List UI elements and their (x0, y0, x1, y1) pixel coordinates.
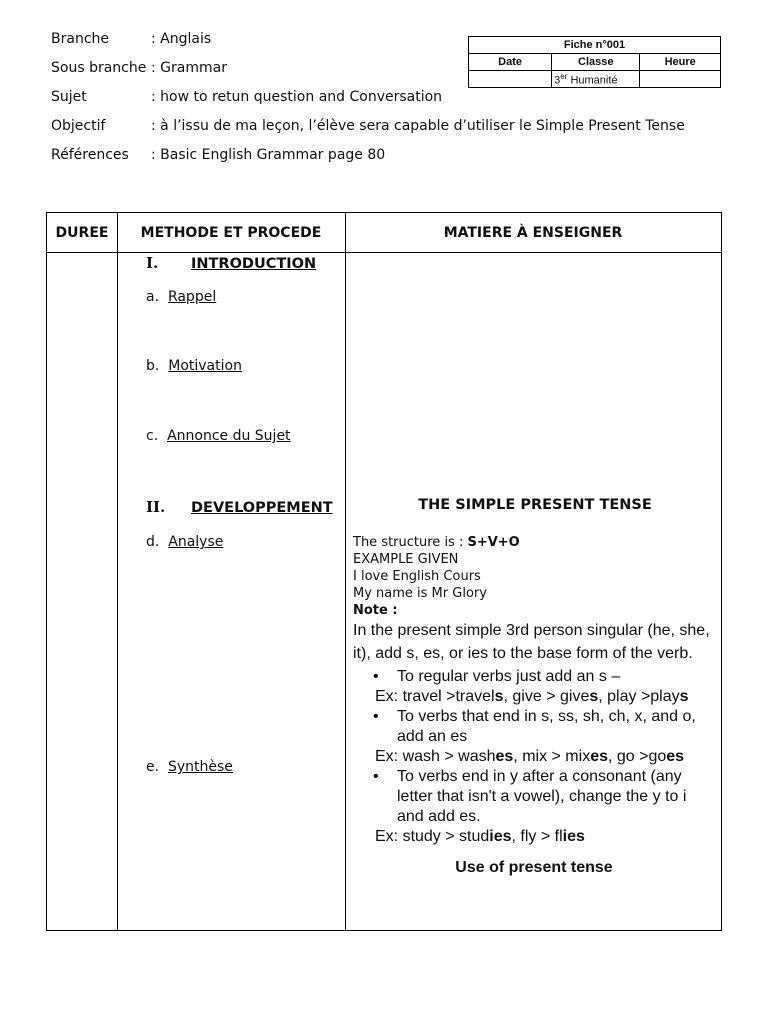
column-divider (117, 213, 118, 930)
item-analyse (146, 534, 223, 550)
header-value: : Grammar (151, 60, 227, 76)
header-label: Références (51, 147, 129, 163)
item-letter: a. (146, 289, 160, 305)
header-divider (47, 252, 721, 253)
section-number: II. (146, 498, 166, 516)
rule-item: • To verbs that end in s, ss, sh, ch, x, and o, add an es (353, 707, 715, 747)
section-introduction (146, 254, 316, 272)
section-number: I. (146, 254, 159, 272)
rule-item: • To regular verbs just add an s – (353, 667, 723, 687)
col-header-matiere: MATIERE À ENSEIGNER (443, 224, 623, 241)
col-header-methode: METHODE ET PROCEDE (140, 224, 322, 241)
section-title: DEVELOPPEMENT (191, 500, 333, 516)
item-rappel (146, 289, 216, 305)
section-title: INTRODUCTION (191, 256, 317, 272)
section-developpement (146, 498, 333, 516)
item-label: Annonce du Sujet (167, 428, 291, 444)
rule-example: Ex: travel >travels, give > gives, play >plays (375, 688, 689, 705)
classe-sup: er (560, 71, 568, 81)
lesson-title: THE SIMPLE PRESENT TENSE (418, 497, 652, 513)
header-sujet (51, 88, 442, 106)
lesson-content (353, 534, 723, 877)
item-letter: b. (146, 358, 160, 374)
header-value: : how to retun question and Conversation (151, 89, 443, 105)
column-divider (345, 213, 346, 930)
item-annonce (146, 428, 291, 444)
item-motivation (146, 358, 242, 374)
item-label: Synthèse (167, 759, 233, 775)
classe-num: 3 (554, 74, 561, 87)
note-label: Note : (353, 603, 398, 618)
structure-prefix: The structure is : (353, 535, 468, 550)
header-sous-branche (51, 59, 227, 77)
item-letter: e. (146, 759, 160, 775)
example-line: My name is Mr Glory (353, 586, 487, 601)
header-branche (51, 30, 211, 48)
header-label: Branche (51, 31, 109, 47)
example-given: EXAMPLE GIVEN (353, 552, 459, 567)
item-label: Analyse (168, 534, 224, 550)
fiche-date-value (469, 71, 552, 88)
classe-rest: Humanité (567, 74, 618, 87)
structure-formula: S+V+O (467, 535, 520, 550)
rule-example: Ex: wash > washes, mix > mixes, go >goes (375, 748, 685, 765)
rule-example: Ex: study > studies, fly > flies (375, 828, 585, 845)
lesson-table (46, 212, 722, 931)
rules-list (353, 667, 723, 847)
header-label: Sujet (51, 89, 87, 105)
item-label: Rappel (167, 289, 217, 305)
fiche-col-classe: Classe (552, 54, 640, 71)
item-synthese (146, 759, 233, 775)
fiche-title: Fiche n°001 (469, 37, 721, 54)
fiche-table (468, 36, 721, 88)
header-objectif (51, 117, 685, 135)
header-label: Objectif (51, 118, 106, 134)
structure-line (353, 534, 723, 551)
fiche-heure-value (640, 71, 721, 88)
header-references (51, 146, 385, 164)
fiche-col-date: Date (469, 54, 552, 71)
fiche-classe-value (552, 71, 640, 88)
item-letter: d. (146, 534, 160, 550)
header-value: : Anglais (151, 31, 212, 47)
fiche-col-heure: Heure (640, 54, 721, 71)
header-value: : Basic English Grammar page 80 (151, 147, 386, 163)
header-label: Sous branche (51, 60, 147, 76)
col-header-duree: DUREE (55, 224, 109, 241)
example-line: I love English Cours (353, 569, 481, 584)
item-letter: c. (146, 428, 159, 444)
header-value: : à l’issu de ma leçon, l’élève sera capable d’utiliser le Simple Present Tense (151, 118, 685, 134)
item-label: Motivation (168, 358, 242, 374)
rule-item: • To verbs end in y after a consonant (any letter that isn't a vowel), change the y to i and add es. (353, 767, 715, 827)
note-text: In the present simple 3rd person singular (he, she, it), add s, es, or ies to the base form of the verb. (353, 622, 710, 662)
use-title: Use of present tense (455, 859, 613, 876)
